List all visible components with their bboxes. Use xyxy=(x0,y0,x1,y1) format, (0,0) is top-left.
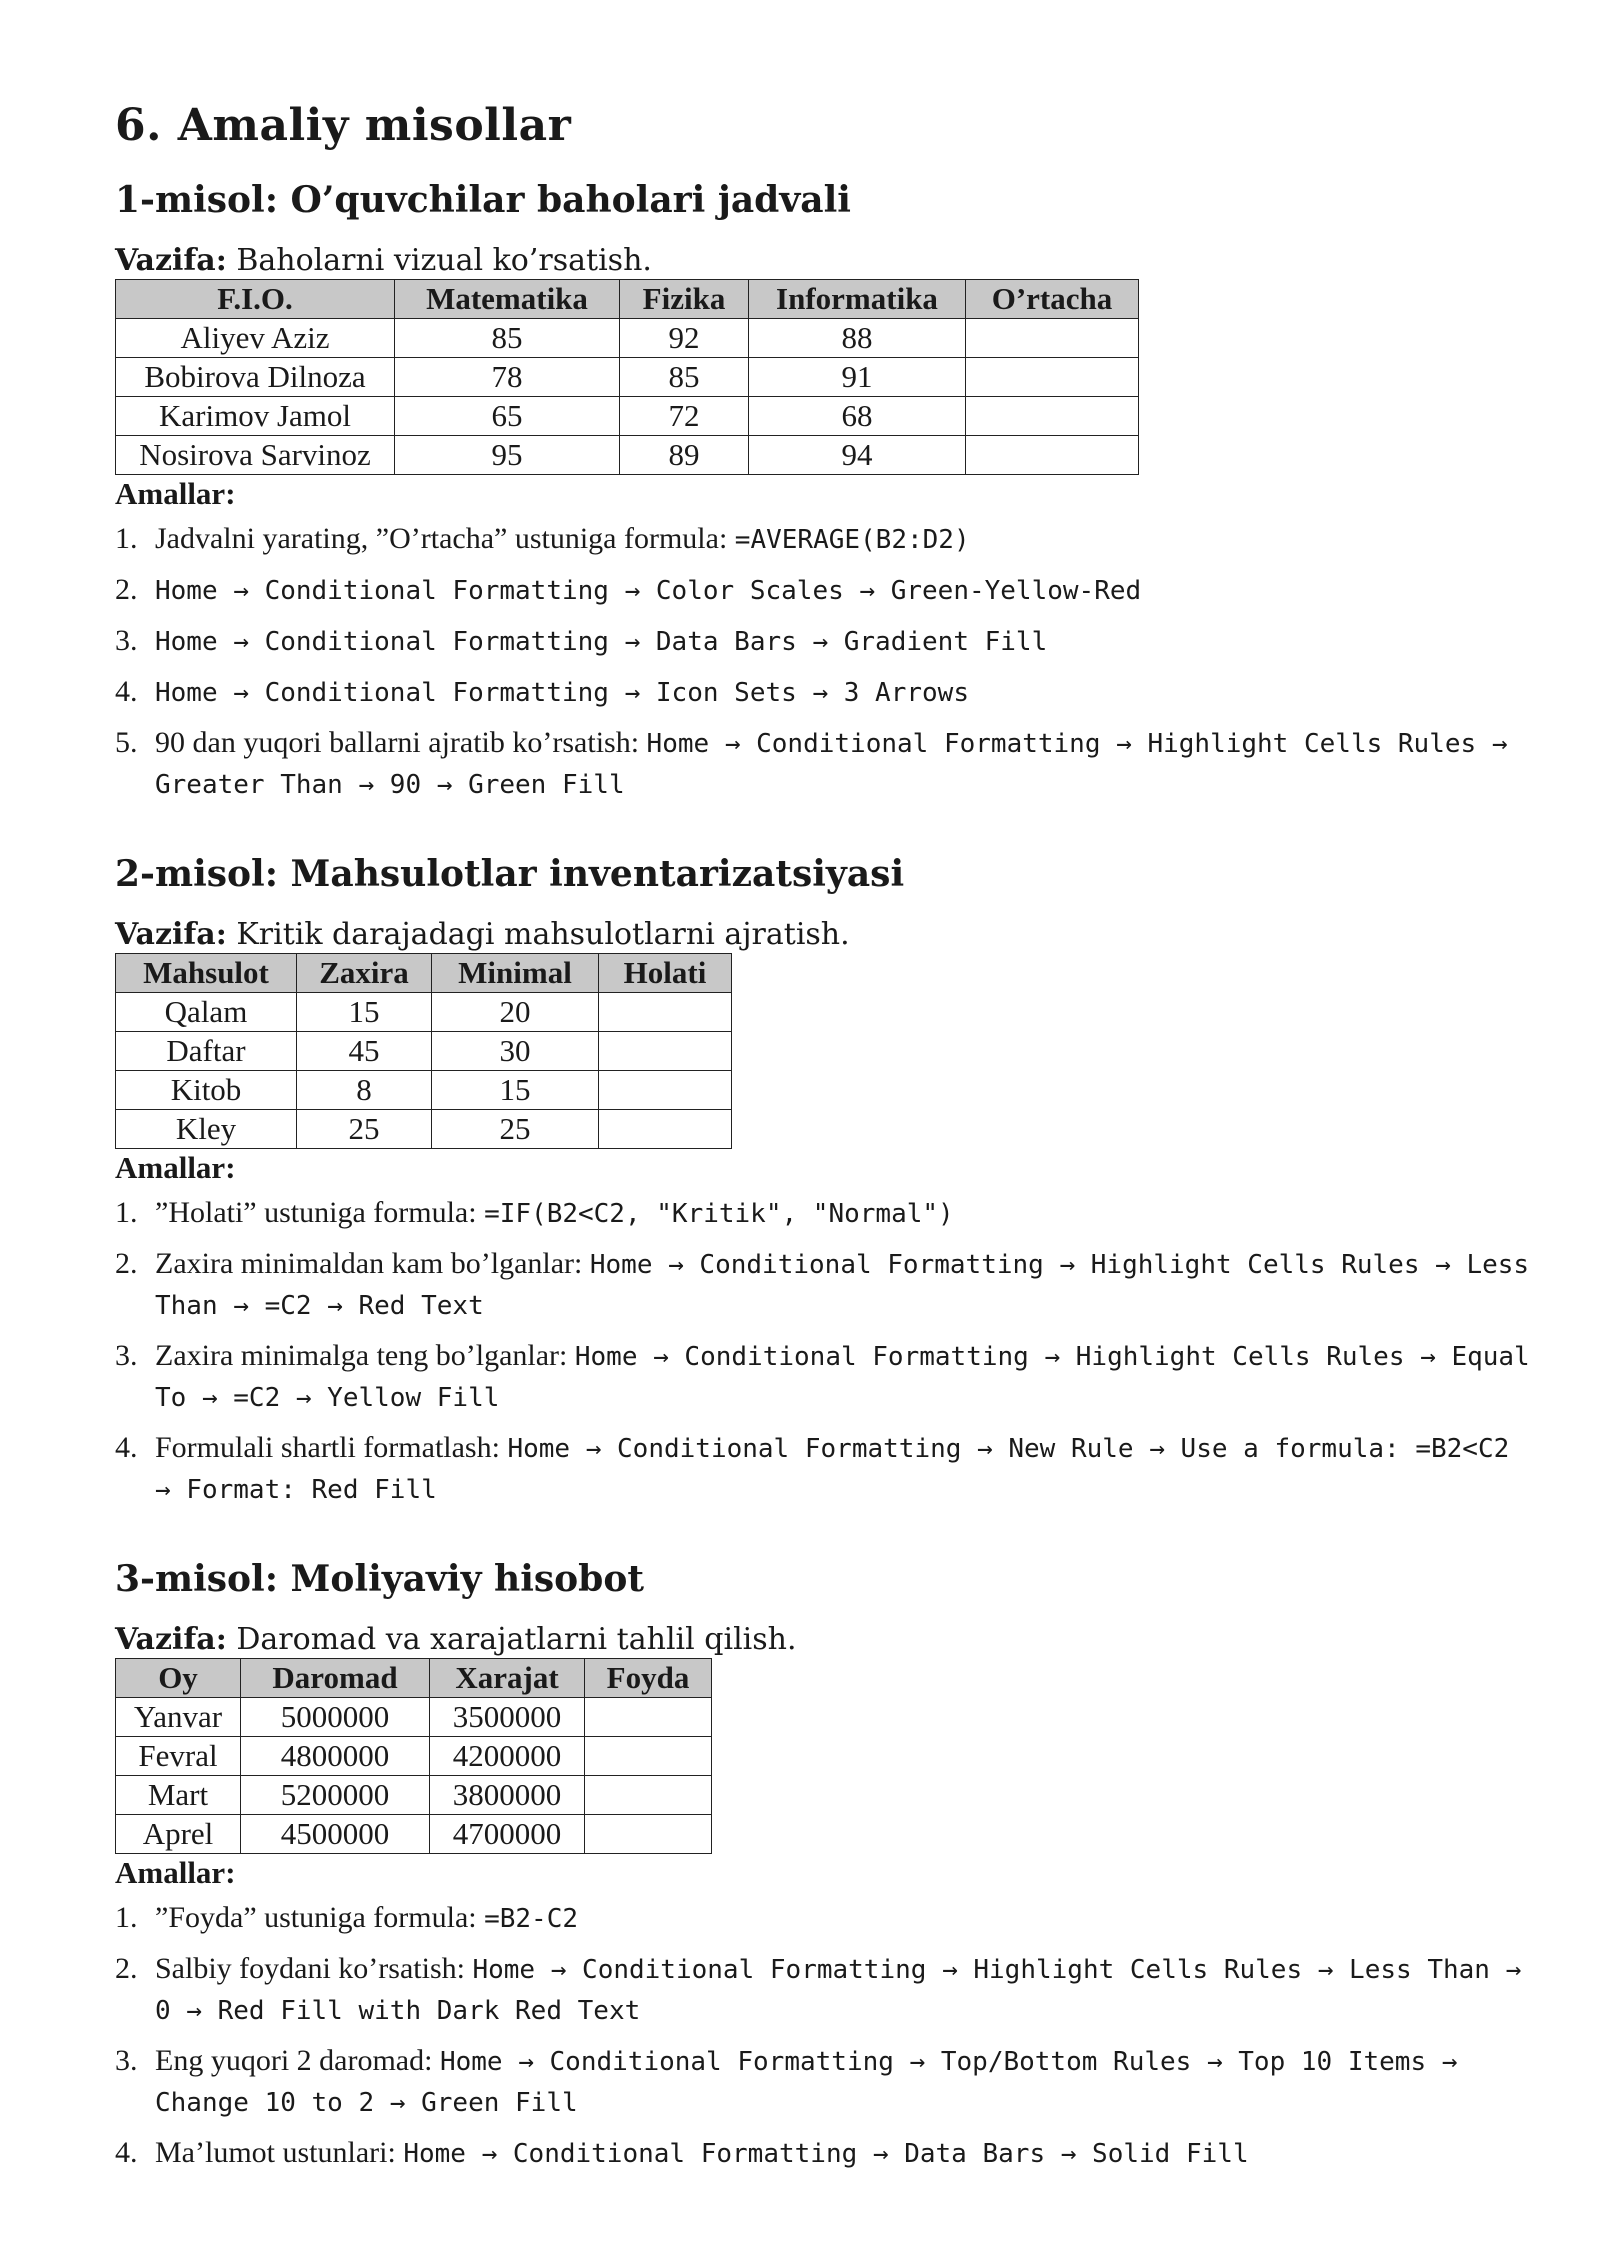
list-item xyxy=(115,2041,1535,2123)
table-cell xyxy=(585,1698,712,1737)
inventory-table xyxy=(115,953,732,1149)
action-text: Eng yuqori 2 daromad: xyxy=(155,2044,440,2077)
table-cell: 78 xyxy=(395,358,620,397)
table-header-cell: Daromad xyxy=(241,1659,430,1698)
table-cell xyxy=(585,1776,712,1815)
table-cell: 88 xyxy=(749,319,966,358)
task-text: Baholarni vizual ko’rsatish. xyxy=(226,243,652,278)
list-number: 2. xyxy=(115,1247,138,1280)
table-row xyxy=(116,1776,712,1815)
list-item xyxy=(115,1244,1535,1326)
list-number: 2. xyxy=(115,1952,138,1985)
list-item xyxy=(115,1336,1535,1418)
action-code: Home → Conditional Formatting → Highlight Cells Rules → Equal To → =C2 → Yellow Fill xyxy=(155,1342,1530,1413)
table-cell: 91 xyxy=(749,358,966,397)
table-cell: 4800000 xyxy=(241,1737,430,1776)
table-cell xyxy=(966,397,1139,436)
actions-list xyxy=(115,1898,1535,2174)
example-3-heading: 3-misol: Moliyaviy hisobot xyxy=(115,1558,644,1600)
list-number: 1. xyxy=(115,522,138,555)
table-header-row xyxy=(116,1659,712,1698)
table-cell: 5200000 xyxy=(241,1776,430,1815)
list-number: 3. xyxy=(115,2044,138,2077)
list-item xyxy=(115,2133,1535,2174)
action-code: Home → Conditional Formatting → Data Bars → Gradient Fill xyxy=(155,627,1048,657)
table-cell: 25 xyxy=(432,1110,599,1149)
example-2-heading: 2-misol: Mahsulotlar inventarizatsiyasi xyxy=(115,853,905,895)
table-cell: 4200000 xyxy=(430,1737,585,1776)
table-row xyxy=(116,1815,712,1854)
table-cell: 5000000 xyxy=(241,1698,430,1737)
table-cell: Bobirova Dilnoza xyxy=(116,358,395,397)
table-cell: 45 xyxy=(297,1032,432,1071)
table-cell: 72 xyxy=(620,397,749,436)
list-item xyxy=(115,570,1535,611)
table-cell xyxy=(599,1071,732,1110)
task-label: Vazifa: xyxy=(115,1622,227,1657)
table-cell: 15 xyxy=(297,993,432,1032)
action-code: Home → Conditional Formatting → Highlight Cells Rules → Less Than → =C2 → Red Text xyxy=(155,1250,1530,1321)
example-2-task xyxy=(115,917,1535,953)
task-text: Kritik darajadagi mahsulotlarni ajratish. xyxy=(226,917,850,952)
action-text: Ma’lumot ustunlari: xyxy=(155,2136,404,2169)
table-row xyxy=(116,1698,712,1737)
action-text: Salbiy foydani ko’rsatish: xyxy=(155,1952,473,1985)
table-cell: 30 xyxy=(432,1032,599,1071)
action-code: =IF(B2<C2, "Kritik", "Normal") xyxy=(484,1199,954,1229)
action-code: =AVERAGE(B2:D2) xyxy=(734,525,970,555)
table-cell xyxy=(966,319,1139,358)
table-cell: 4500000 xyxy=(241,1815,430,1854)
action-code: Home → Conditional Formatting → Highlight Cells Rules → Less Than → 0 → Red Fill with Dark Red Text xyxy=(155,1955,1522,2026)
table-cell: Karimov Jamol xyxy=(116,397,395,436)
table-cell: Mart xyxy=(116,1776,241,1815)
table-header-cell: Oy xyxy=(116,1659,241,1698)
list-item xyxy=(115,621,1535,662)
table-header-cell: Xarajat xyxy=(430,1659,585,1698)
table-header-cell: O’rtacha xyxy=(966,280,1139,319)
table-header-cell: Matematika xyxy=(395,280,620,319)
example-1-heading: 1-misol: O’quvchilar baholari jadvali xyxy=(115,179,851,221)
task-label: Vazifa: xyxy=(115,917,227,952)
list-number: 3. xyxy=(115,624,138,657)
list-item xyxy=(115,1428,1535,1510)
table-cell: Kley xyxy=(116,1110,297,1149)
list-item xyxy=(115,519,1535,560)
list-number: 5. xyxy=(115,726,138,759)
table-header-cell: Holati xyxy=(599,954,732,993)
table-cell: Kitob xyxy=(116,1071,297,1110)
table-cell: Nosirova Sarvinoz xyxy=(116,436,395,475)
table-header-cell: Foyda xyxy=(585,1659,712,1698)
list-item xyxy=(115,1949,1535,2031)
table-cell: Yanvar xyxy=(116,1698,241,1737)
list-number: 1. xyxy=(115,1901,138,1934)
action-text: ”Foyda” ustuniga formula: xyxy=(155,1901,485,1934)
actions-label: Amallar: xyxy=(115,1150,236,1185)
table-cell: 85 xyxy=(395,319,620,358)
table-cell: 85 xyxy=(620,358,749,397)
table-row xyxy=(116,319,1139,358)
example-1-task xyxy=(115,243,1535,279)
list-item xyxy=(115,723,1535,805)
list-item xyxy=(115,672,1535,713)
table-row xyxy=(116,1071,732,1110)
example-1 xyxy=(115,179,1535,805)
action-code: Home → Conditional Formatting → Color Scales → Green-Yellow-Red xyxy=(155,576,1142,606)
table-row xyxy=(116,1737,712,1776)
table-row xyxy=(116,993,732,1032)
table-cell: 89 xyxy=(620,436,749,475)
table-cell xyxy=(599,1032,732,1071)
table-row xyxy=(116,1032,732,1071)
table-cell xyxy=(966,358,1139,397)
table-row xyxy=(116,1110,732,1149)
table-header-cell: Minimal xyxy=(432,954,599,993)
action-code: Home → Conditional Formatting → Data Bars → Solid Fill xyxy=(403,2139,1249,2169)
actions-list xyxy=(115,519,1535,805)
action-text: 90 dan yuqori ballarni ajratib ko’rsatish: xyxy=(155,726,647,759)
list-number: 4. xyxy=(115,1431,138,1464)
task-text: Daromad va xarajatlarni tahlil qilish. xyxy=(226,1622,797,1657)
list-item xyxy=(115,1193,1535,1234)
table-cell: 20 xyxy=(432,993,599,1032)
page-title: 6. Amaliy misollar xyxy=(115,100,572,151)
table-cell: 25 xyxy=(297,1110,432,1149)
table-header-cell: Informatika xyxy=(749,280,966,319)
list-number: 2. xyxy=(115,573,138,606)
action-text: Zaxira minimaldan kam bo’lganlar: xyxy=(155,1247,590,1280)
document-page xyxy=(115,100,1535,2222)
table-cell xyxy=(599,1110,732,1149)
actions-label: Amallar: xyxy=(115,1855,236,1890)
action-text: ”Holati” ustuniga formula: xyxy=(155,1196,485,1229)
table-cell xyxy=(585,1737,712,1776)
table-cell: 94 xyxy=(749,436,966,475)
action-text: Jadvalni yarating, ”O’rtacha” ustuniga formula: xyxy=(155,522,735,555)
table-cell xyxy=(599,993,732,1032)
table-cell: 65 xyxy=(395,397,620,436)
list-number: 4. xyxy=(115,2136,138,2169)
table-row xyxy=(116,358,1139,397)
table-cell: Aliyev Aziz xyxy=(116,319,395,358)
action-code: =B2-C2 xyxy=(484,1904,579,1934)
table-cell: 4700000 xyxy=(430,1815,585,1854)
action-text: Formulali shartli formatlash: xyxy=(155,1431,508,1464)
example-2 xyxy=(115,853,1535,1510)
table-cell: 68 xyxy=(749,397,966,436)
table-header-row xyxy=(116,954,732,993)
table-header-cell: Zaxira xyxy=(297,954,432,993)
list-item xyxy=(115,1898,1535,1939)
table-cell xyxy=(585,1815,712,1854)
actions-list xyxy=(115,1193,1535,1510)
actions-label: Amallar: xyxy=(115,476,236,511)
table-cell: 95 xyxy=(395,436,620,475)
table-cell: 3500000 xyxy=(430,1698,585,1737)
action-code: Home → Conditional Formatting → New Rule → Use a formula: =B2<C2 → Format: Red Fill xyxy=(155,1434,1510,1505)
action-text: Zaxira minimalga teng bo’lganlar: xyxy=(155,1339,575,1372)
table-cell: 15 xyxy=(432,1071,599,1110)
table-cell xyxy=(966,436,1139,475)
grades-table xyxy=(115,279,1139,475)
table-cell: Aprel xyxy=(116,1815,241,1854)
finance-table xyxy=(115,1658,712,1854)
action-code: Home → Conditional Formatting → Top/Bottom Rules → Top 10 Items → Change 10 to 2 → Green Fill xyxy=(155,2047,1458,2118)
action-code: Home → Conditional Formatting → Highlight Cells Rules → Greater Than → 90 → Green Fill xyxy=(155,729,1508,800)
table-cell: 8 xyxy=(297,1071,432,1110)
table-cell: 3800000 xyxy=(430,1776,585,1815)
table-cell: Fevral xyxy=(116,1737,241,1776)
table-header-cell: Mahsulot xyxy=(116,954,297,993)
table-cell: 92 xyxy=(620,319,749,358)
table-header-cell: F.I.O. xyxy=(116,280,395,319)
example-3 xyxy=(115,1558,1535,2174)
table-cell: Qalam xyxy=(116,993,297,1032)
list-number: 3. xyxy=(115,1339,138,1372)
table-cell: Daftar xyxy=(116,1032,297,1071)
task-label: Vazifa: xyxy=(115,243,227,278)
example-3-task xyxy=(115,1622,1535,1658)
table-row xyxy=(116,397,1139,436)
action-code: Home → Conditional Formatting → Icon Sets → 3 Arrows xyxy=(155,678,969,708)
table-row xyxy=(116,436,1139,475)
list-number: 1. xyxy=(115,1196,138,1229)
table-header-row xyxy=(116,280,1139,319)
table-header-cell: Fizika xyxy=(620,280,749,319)
list-number: 4. xyxy=(115,675,138,708)
